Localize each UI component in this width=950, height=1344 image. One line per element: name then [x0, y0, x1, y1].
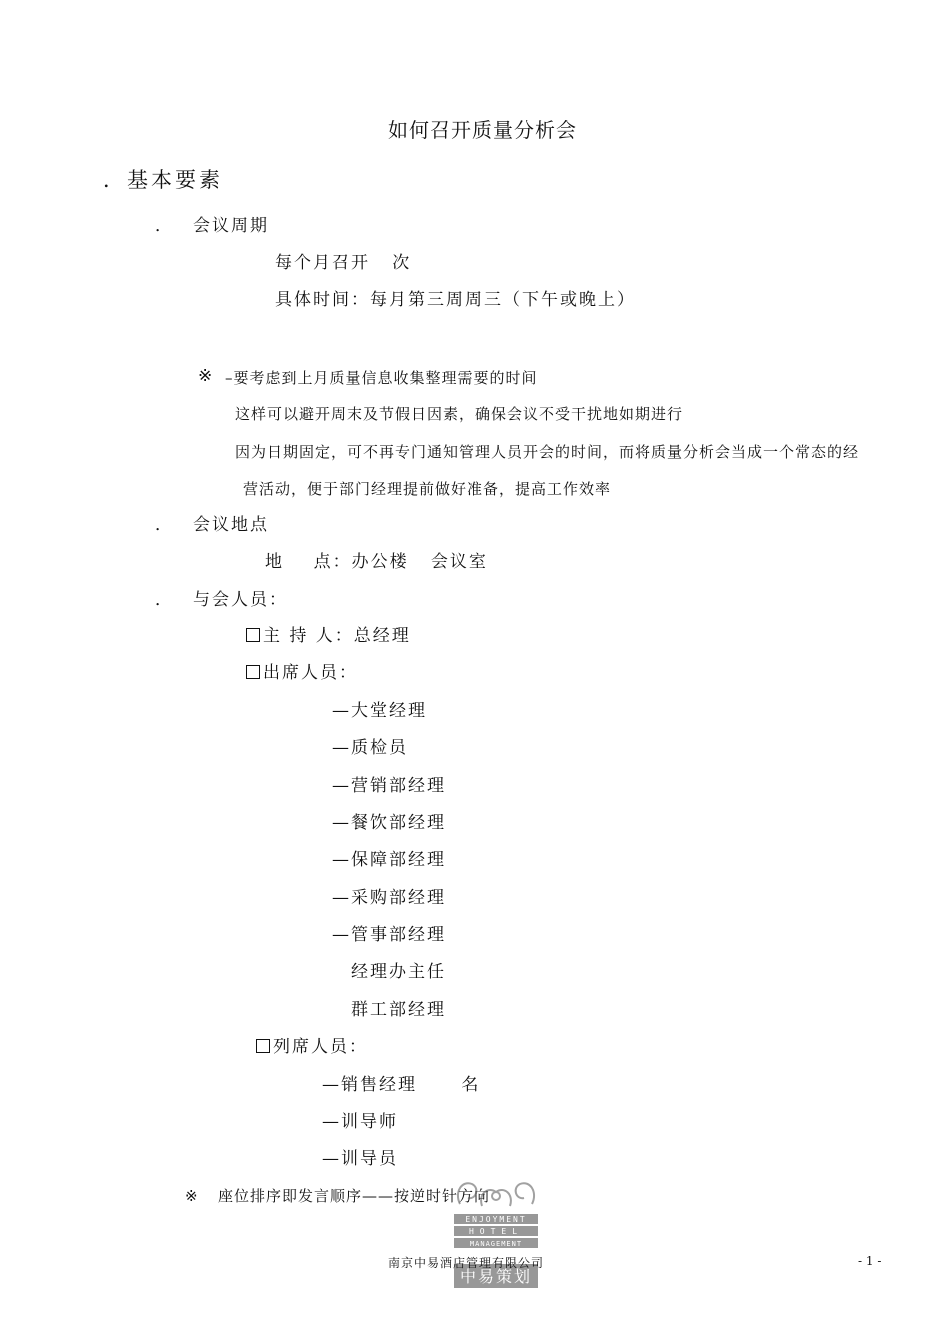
list-item: —销售经理 名	[322, 1075, 481, 1095]
section-heading-text: 基本要素	[127, 168, 223, 192]
list-item: —管事部经理	[332, 925, 446, 945]
page-number: - 1 -	[858, 1254, 882, 1268]
logo-line-2: HOTEL	[468, 1227, 524, 1236]
list-item: 经理办主任	[351, 962, 446, 982]
list-item: —训导师	[322, 1112, 398, 1132]
note-line-1: –要考虑到上月质量信息收集整理需要的时间	[225, 369, 538, 387]
location-heading: 会议地点	[193, 515, 269, 535]
present-heading	[246, 665, 358, 682]
list-item: —大堂经理	[332, 701, 427, 721]
reference-mark-icon: ※	[185, 1187, 198, 1205]
attendees-marker: ．	[155, 590, 174, 610]
list-item: —训导员	[322, 1149, 398, 1169]
logo-line-3: MANAGEMENT	[469, 1240, 523, 1248]
page-title: 如何召开质量分析会	[388, 118, 577, 142]
hotel-logo-icon	[452, 1174, 540, 1290]
note-line-3: 因为日期固定，可不再专门通知管理人员开会的时间，而将质量分析会当成一个常态的经	[235, 443, 860, 461]
host-text: 主 持 人：总经理	[263, 626, 411, 646]
list-item: 群工部经理	[351, 1000, 446, 1020]
observers-heading-text: 列席人员：	[273, 1037, 368, 1057]
section-heading	[103, 170, 223, 191]
attendees-heading: 与会人员：	[193, 590, 288, 610]
list-item: —采购部经理	[332, 888, 446, 908]
present-heading-text: 出席人员：	[263, 663, 358, 683]
list-item: —餐饮部经理	[332, 813, 446, 833]
section-marker: ．	[103, 168, 127, 192]
logo-cn: 中易策划	[459, 1267, 533, 1286]
cycle-marker: ．	[155, 216, 174, 236]
cycle-frequency: 每个月召开 次	[275, 253, 412, 273]
cycle-time: 具体时间：每月第三周周三（下午或晚上）	[275, 290, 636, 310]
checkbox-icon	[246, 665, 260, 679]
reference-mark-icon: ※	[198, 366, 213, 386]
observers-heading	[256, 1039, 368, 1056]
host-line	[246, 628, 411, 645]
footer-company: 南京中易酒店管理有限公司	[388, 1256, 545, 1270]
list-item: —营销部经理	[332, 776, 446, 796]
cycle-heading: 会议周期	[193, 216, 269, 236]
logo-line-1: ENJOYMENT	[465, 1215, 527, 1224]
checkbox-icon	[256, 1039, 270, 1053]
note-line-2: 这样可以避开周末及节假日因素，确保会议不受干扰地如期进行	[235, 405, 684, 423]
location-line: 地 点：办公楼 会议室	[265, 552, 488, 572]
location-marker: ．	[155, 515, 174, 535]
note-line-4: 营活动，便于部门经理提前做好准备，提高工作效率	[243, 480, 612, 498]
checkbox-icon	[246, 628, 260, 642]
list-item: —质检员	[332, 738, 408, 758]
list-item: —保障部经理	[332, 850, 446, 870]
seating-note: 座位排序即发言顺序——按逆时针方向	[218, 1187, 491, 1205]
